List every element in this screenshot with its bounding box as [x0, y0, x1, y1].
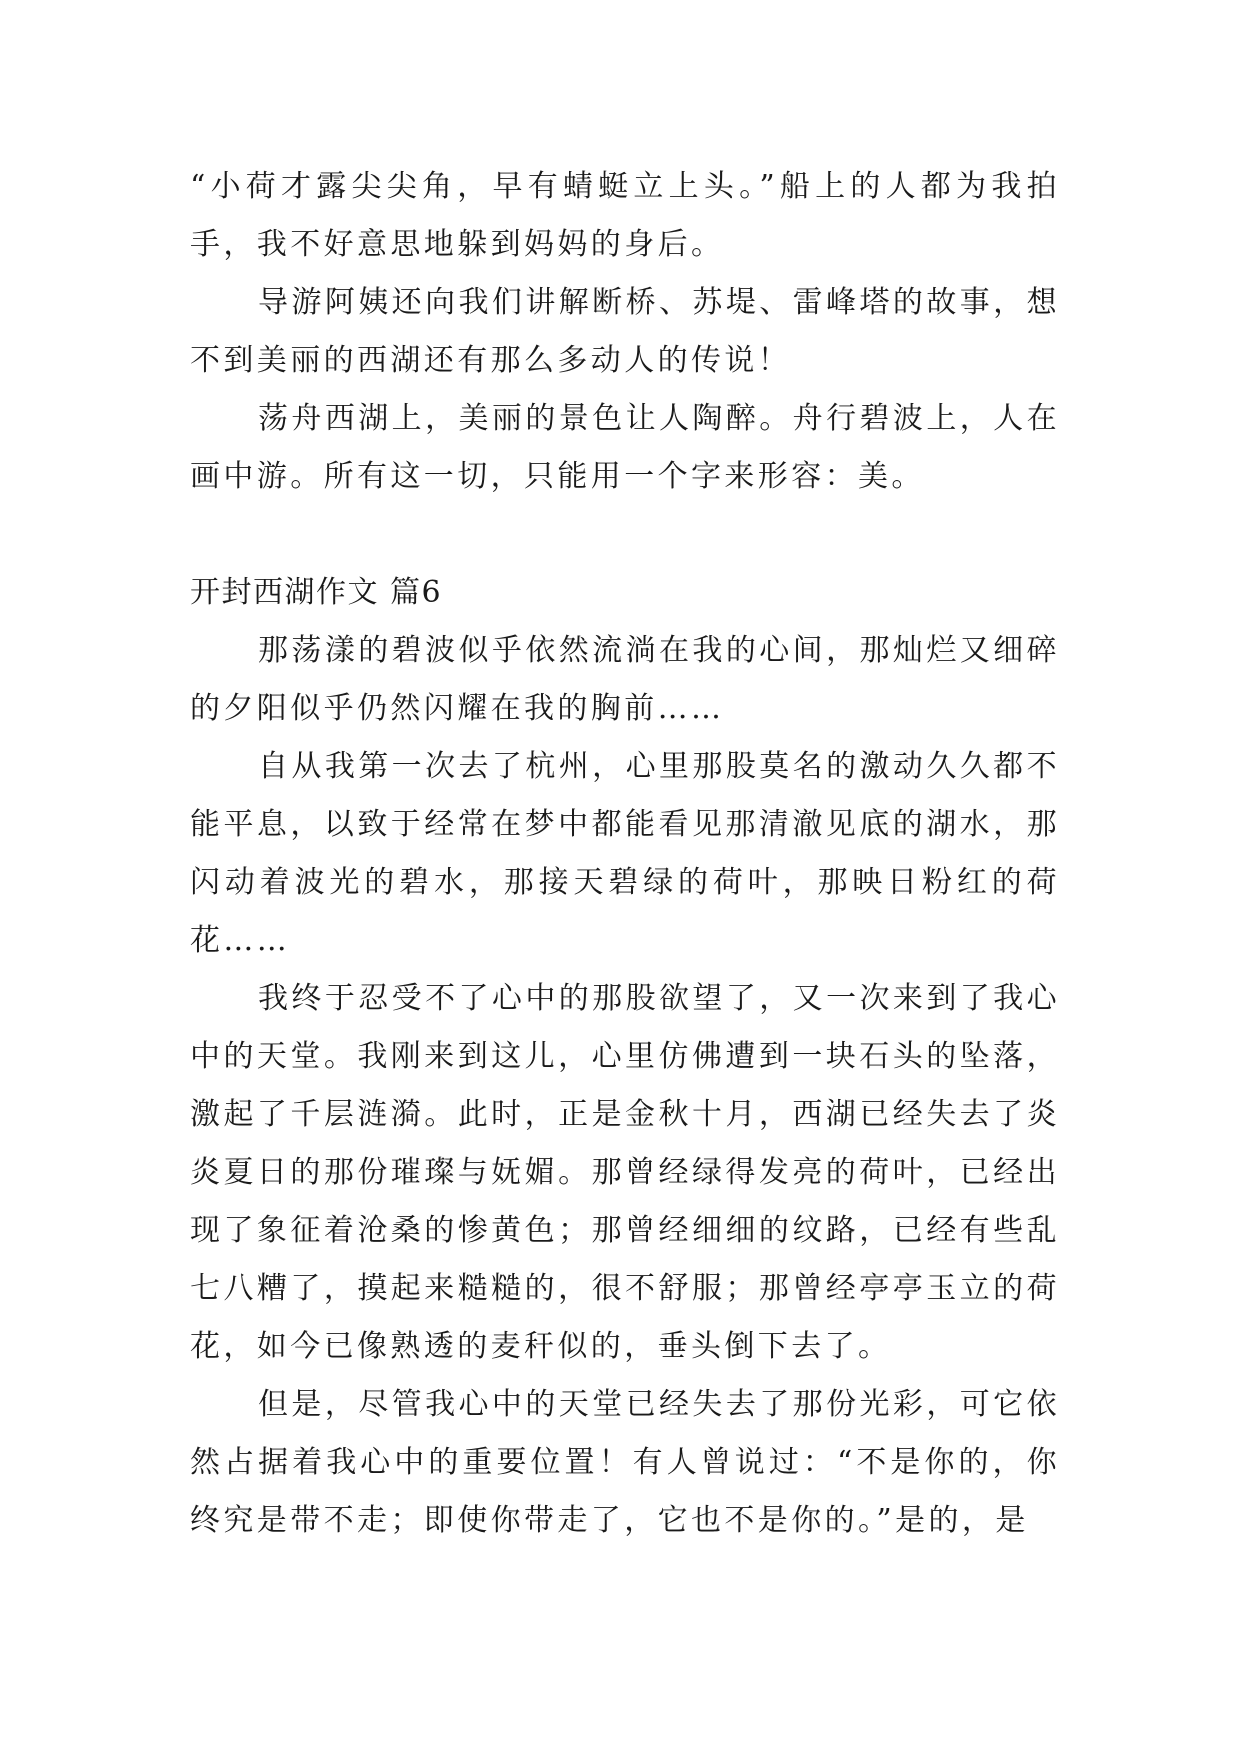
document-body	[190, 158, 1060, 1550]
paragraph-return-visit: 我终于忍受不了心中的那股欲望了，又一次来到了我心中的天堂。我刚来到这儿，心里仿佛遭到一块石头的坠落，激起了千层涟漪。此时，正是金秋十月，西湖已经失去了炎炎夏日的那份璀璨与妩媚。那曾经绿得发亮的荷叶，已经出现了象征着沧桑的惨黄色；那曾经细细的纹路，已经有些乱七八糟了，摸起来糙糙的，很不舒服；那曾经亭亭玉立的荷花，如今已像熟透的麦秆似的，垂头倒下去了。	[190, 981, 1060, 1364]
paragraph-reflection: 但是，尽管我心中的天堂已经失去了那份光彩，可它依然占据着我心中的重要位置！有人曾说过：“不是你的，你终究是带不走；即使你带走了，它也不是你的。”是的，是	[190, 1387, 1060, 1538]
paragraph-boating: 荡舟西湖上，美丽的景色让人陶醉。舟行碧波上，人在画中游。所有这一切，只能用一个字来形容：美。	[190, 401, 1060, 494]
paragraph-memory: 那荡漾的碧波似乎依然流淌在我的心间，那灿烂又细碎的夕阳似乎仍然闪耀在我的胸前……	[190, 633, 1060, 726]
section-heading: 开封西湖作文 篇6	[190, 575, 443, 610]
paragraph-continuation: “小荷才露尖尖角，早有蜻蜓立上头。”船上的人都为我拍手，我不好意思地躲到妈妈的身后。	[190, 169, 1060, 262]
paragraph-guide: 导游阿姨还向我们讲解断桥、苏堤、雷峰塔的故事，想不到美丽的西湖还有那么多动人的传说！	[190, 285, 1060, 378]
paragraph-first-visit: 自从我第一次去了杭州，心里那股莫名的激动久久都不能平息，以致于经常在梦中都能看见那清澈见底的湖水，那闪动着波光的碧水，那接天碧绿的荷叶，那映日粉红的荷花……	[190, 749, 1060, 958]
